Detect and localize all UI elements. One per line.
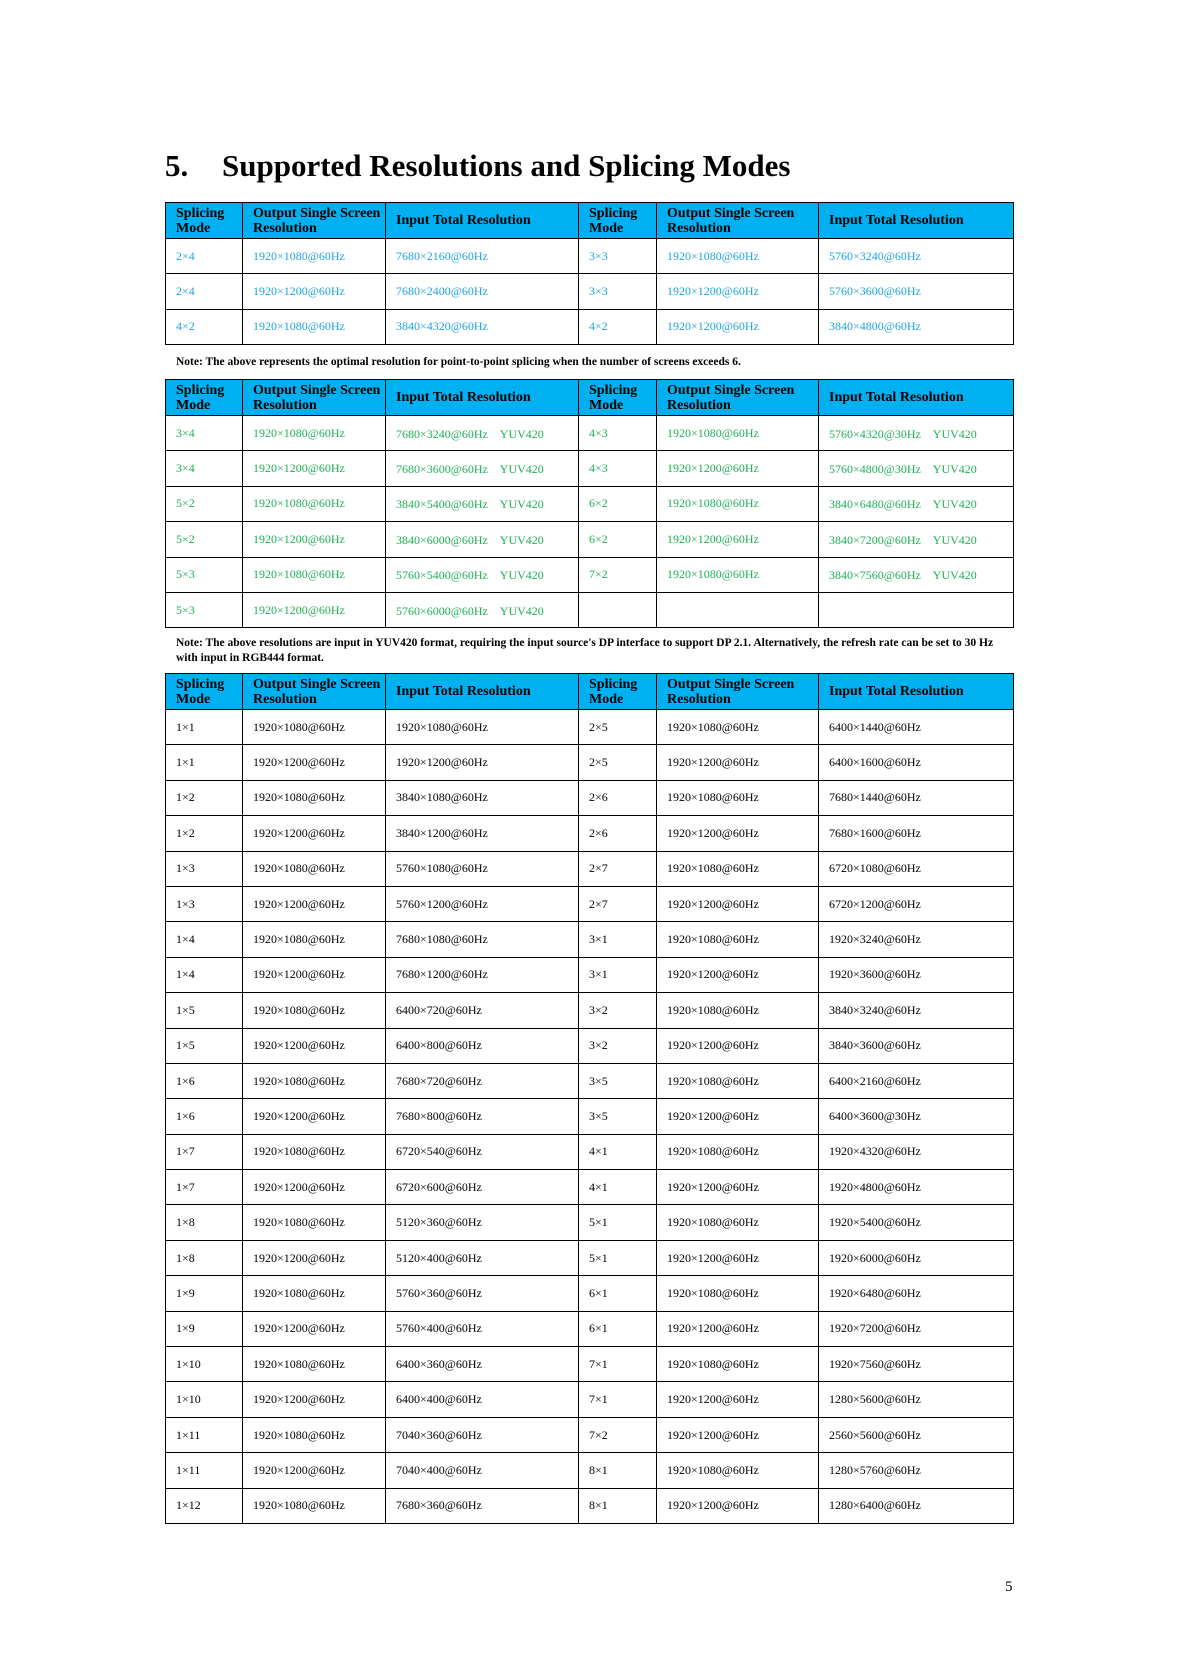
output-resolution-cell: 1920×1080@60Hz [657, 710, 819, 745]
output-resolution-cell: 1920×1080@60Hz [243, 1276, 386, 1311]
input-total-resolution-cell: 5760×1200@60Hz [386, 886, 579, 921]
input-total-resolution-cell: 3840×4800@60Hz [819, 309, 1014, 344]
table-row [166, 557, 1014, 592]
input-total-resolution-cell: 7040×360@60Hz [386, 1417, 579, 1452]
splicing-mode-cell: 6×1 [579, 1311, 657, 1346]
table-row [166, 239, 1014, 274]
output-resolution-cell: 1920×1080@60Hz [243, 1488, 386, 1523]
splicing-mode-cell: 6×1 [579, 1276, 657, 1311]
output-resolution-cell: 1920×1200@60Hz [657, 309, 819, 344]
table-row [166, 922, 1014, 957]
splicing-mode-cell: 1×9 [166, 1276, 243, 1311]
col-header-input-total-resolution: Input Total Resolution [386, 674, 579, 710]
input-total-resolution-cell: 6400×400@60Hz [386, 1382, 579, 1417]
output-resolution-cell: 1920×1080@60Hz [657, 1134, 819, 1169]
output-resolution-cell: 1920×1200@60Hz [657, 1488, 819, 1523]
splicing-mode-cell: 3×2 [579, 993, 657, 1028]
splicing-mode-cell: 1×9 [166, 1311, 243, 1346]
input-total-resolution-cell: 3840×1080@60Hz [386, 780, 579, 815]
page-title [165, 146, 790, 186]
input-total-resolution-cell: 6400×1600@60Hz [819, 745, 1014, 780]
input-total-resolution-cell: 5760×3240@60Hz [819, 239, 1014, 274]
output-resolution-cell: 1920×1200@60Hz [243, 745, 386, 780]
table-row [166, 592, 1014, 627]
table-row [166, 486, 1014, 521]
col-header-output-single-screen-resolution: Output Single Screen Resolution [657, 380, 819, 416]
splicing-mode-cell: 2×6 [579, 780, 657, 815]
splicing-mode-cell: 3×1 [579, 957, 657, 992]
col-header-output-single-screen-resolution: Output Single Screen Resolution [657, 674, 819, 710]
splicing-mode-cell: 2×7 [579, 886, 657, 921]
splicing-mode-cell [579, 592, 657, 627]
splicing-mode-cell: 1×12 [166, 1488, 243, 1523]
input-total-resolution-cell: 5760×4320@30Hz YUV420 [819, 416, 1014, 451]
input-total-resolution-cell: 6720×600@60Hz [386, 1170, 579, 1205]
splicing-mode-cell: 1×6 [166, 1099, 243, 1134]
splicing-mode-cell: 1×4 [166, 957, 243, 992]
splicing-mode-cell: 3×2 [579, 1028, 657, 1063]
col-header-splicing-mode: Splicing Mode [579, 380, 657, 416]
splicing-mode-cell: 7×2 [579, 557, 657, 592]
splicing-mode-cell: 4×2 [579, 309, 657, 344]
input-total-resolution-cell [819, 592, 1014, 627]
splicing-mode-cell: 2×7 [579, 851, 657, 886]
splicing-mode-cell: 7×1 [579, 1382, 657, 1417]
output-resolution-cell: 1920×1200@60Hz [657, 1240, 819, 1275]
splicing-mode-cell: 1×5 [166, 993, 243, 1028]
output-resolution-cell: 1920×1080@60Hz [243, 710, 386, 745]
section-title: Supported Resolutions and Splicing Modes [222, 148, 791, 183]
input-total-resolution-cell: 6720×540@60Hz [386, 1134, 579, 1169]
splicing-mode-cell: 3×3 [579, 239, 657, 274]
input-total-resolution-cell: 1280×5600@60Hz [819, 1382, 1014, 1417]
input-total-resolution-cell: 7680×2400@60Hz [386, 274, 579, 309]
input-total-resolution-cell: 3840×6480@60Hz YUV420 [819, 486, 1014, 521]
note-yuv420-format: Note: The above resolutions are input in YUV420 format, requiring the input source's DP interface to support DP 2.1. Alternatively, the refresh rate can be set to 30 Hz with input in RGB444 format. [176, 637, 994, 664]
input-total-resolution-cell: 1280×6400@60Hz [819, 1488, 1014, 1523]
splicing-mode-cell: 2×6 [579, 816, 657, 851]
input-total-resolution-cell: 1920×7560@60Hz [819, 1347, 1014, 1382]
splicing-mode-cell: 6×2 [579, 486, 657, 521]
table-row [166, 416, 1014, 451]
splicing-mode-cell: 2×5 [579, 710, 657, 745]
output-resolution-cell: 1920×1200@60Hz [657, 451, 819, 486]
splicing-mode-cell: 8×1 [579, 1488, 657, 1523]
output-resolution-cell: 1920×1200@60Hz [243, 1311, 386, 1346]
input-total-resolution-cell: 6400×1440@60Hz [819, 710, 1014, 745]
output-resolution-cell: 1920×1080@60Hz [657, 993, 819, 1028]
input-total-resolution-cell: 7680×1080@60Hz [386, 922, 579, 957]
output-resolution-cell: 1920×1080@60Hz [657, 557, 819, 592]
output-resolution-cell: 1920×1080@60Hz [657, 1276, 819, 1311]
output-resolution-cell: 1920×1200@60Hz [243, 1170, 386, 1205]
output-resolution-cell: 1920×1200@60Hz [243, 592, 386, 627]
splicing-mode-cell: 3×1 [579, 922, 657, 957]
input-total-resolution-cell: 7680×3240@60Hz YUV420 [386, 416, 579, 451]
output-resolution-cell: 1920×1080@60Hz [243, 1205, 386, 1240]
output-resolution-cell: 1920×1080@60Hz [657, 1347, 819, 1382]
splicing-mode-cell: 2×4 [166, 239, 243, 274]
input-total-resolution-cell: 1920×6000@60Hz [819, 1240, 1014, 1275]
splicing-mode-cell: 5×1 [579, 1205, 657, 1240]
splicing-mode-cell: 4×1 [579, 1170, 657, 1205]
input-total-resolution-cell: 5120×360@60Hz [386, 1205, 579, 1240]
output-resolution-cell: 1920×1200@60Hz [243, 1453, 386, 1488]
output-resolution-cell: 1920×1200@60Hz [657, 1311, 819, 1346]
splicing-mode-cell: 1×7 [166, 1134, 243, 1169]
standard-resolution-table [165, 673, 1014, 1524]
col-header-splicing-mode: Splicing Mode [579, 203, 657, 239]
input-total-resolution-cell: 3840×3240@60Hz [819, 993, 1014, 1028]
output-resolution-cell: 1920×1200@60Hz [243, 451, 386, 486]
table-row [166, 522, 1014, 557]
input-total-resolution-cell: 1920×3600@60Hz [819, 957, 1014, 992]
input-total-resolution-cell: 1280×5760@60Hz [819, 1453, 1014, 1488]
output-resolution-cell: 1920×1200@60Hz [657, 522, 819, 557]
col-header-input-total-resolution: Input Total Resolution [819, 674, 1014, 710]
col-header-splicing-mode: Splicing Mode [166, 203, 243, 239]
output-resolution-cell: 1920×1200@60Hz [243, 1382, 386, 1417]
input-total-resolution-cell: 5760×6000@60Hz YUV420 [386, 592, 579, 627]
output-resolution-cell: 1920×1080@60Hz [243, 922, 386, 957]
output-resolution-cell: 1920×1080@60Hz [657, 1453, 819, 1488]
input-total-resolution-cell: 5760×3600@60Hz [819, 274, 1014, 309]
output-resolution-cell: 1920×1080@60Hz [243, 1347, 386, 1382]
table-row [166, 1347, 1014, 1382]
output-resolution-cell: 1920×1080@60Hz [657, 416, 819, 451]
col-header-input-total-resolution: Input Total Resolution [386, 380, 579, 416]
table-row [166, 1382, 1014, 1417]
output-resolution-cell: 1920×1080@60Hz [243, 557, 386, 592]
table-row [166, 1453, 1014, 1488]
output-resolution-cell: 1920×1200@60Hz [243, 1240, 386, 1275]
input-total-resolution-cell: 3840×1200@60Hz [386, 816, 579, 851]
input-total-resolution-cell: 2560×5600@60Hz [819, 1417, 1014, 1452]
splicing-mode-cell: 3×4 [166, 451, 243, 486]
output-resolution-cell: 1920×1080@60Hz [243, 993, 386, 1028]
input-total-resolution-cell: 5120×400@60Hz [386, 1240, 579, 1275]
table-row [166, 851, 1014, 886]
splicing-mode-cell: 1×3 [166, 886, 243, 921]
col-header-splicing-mode: Splicing Mode [166, 380, 243, 416]
output-resolution-cell: 1920×1080@60Hz [657, 922, 819, 957]
output-resolution-cell: 1920×1080@60Hz [657, 1063, 819, 1098]
output-resolution-cell: 1920×1200@60Hz [243, 886, 386, 921]
col-header-input-total-resolution: Input Total Resolution [386, 203, 579, 239]
splicing-mode-cell: 1×6 [166, 1063, 243, 1098]
splicing-mode-cell: 5×1 [579, 1240, 657, 1275]
input-total-resolution-cell: 7680×1440@60Hz [819, 780, 1014, 815]
table-row [166, 886, 1014, 921]
output-resolution-cell [657, 592, 819, 627]
page-number: 5 [1005, 1579, 1013, 1595]
table-row [166, 957, 1014, 992]
output-resolution-cell: 1920×1200@60Hz [657, 957, 819, 992]
input-total-resolution-cell: 7680×3600@60Hz YUV420 [386, 451, 579, 486]
table-row [166, 1276, 1014, 1311]
output-resolution-cell: 1920×1200@60Hz [657, 886, 819, 921]
splicing-mode-cell: 1×2 [166, 816, 243, 851]
output-resolution-cell: 1920×1200@60Hz [657, 1382, 819, 1417]
splicing-mode-cell: 3×4 [166, 416, 243, 451]
optimal-resolution-table [165, 202, 1014, 345]
table-row [166, 1063, 1014, 1098]
output-resolution-cell: 1920×1080@60Hz [657, 239, 819, 274]
input-total-resolution-cell: 1920×1080@60Hz [386, 710, 579, 745]
splicing-mode-cell: 1×3 [166, 851, 243, 886]
input-total-resolution-cell: 1920×1200@60Hz [386, 745, 579, 780]
table-row [166, 1028, 1014, 1063]
output-resolution-cell: 1920×1200@60Hz [657, 1099, 819, 1134]
output-resolution-cell: 1920×1080@60Hz [657, 780, 819, 815]
table-row [166, 1240, 1014, 1275]
input-total-resolution-cell: 3840×7560@60Hz YUV420 [819, 557, 1014, 592]
splicing-mode-cell: 7×2 [579, 1417, 657, 1452]
output-resolution-cell: 1920×1080@60Hz [243, 1134, 386, 1169]
input-total-resolution-cell: 1920×6480@60Hz [819, 1276, 1014, 1311]
output-resolution-cell: 1920×1080@60Hz [243, 416, 386, 451]
col-header-input-total-resolution: Input Total Resolution [819, 203, 1014, 239]
splicing-mode-cell: 5×2 [166, 486, 243, 521]
table-row [166, 1134, 1014, 1169]
table-row [166, 309, 1014, 344]
input-total-resolution-cell: 7680×800@60Hz [386, 1099, 579, 1134]
splicing-mode-cell: 5×2 [166, 522, 243, 557]
splicing-mode-cell: 1×7 [166, 1170, 243, 1205]
col-header-output-single-screen-resolution: Output Single Screen Resolution [243, 203, 386, 239]
output-resolution-cell: 1920×1200@60Hz [657, 816, 819, 851]
table-row [166, 1099, 1014, 1134]
input-total-resolution-cell: 7680×720@60Hz [386, 1063, 579, 1098]
input-total-resolution-cell: 7680×360@60Hz [386, 1488, 579, 1523]
splicing-mode-cell: 4×3 [579, 416, 657, 451]
input-total-resolution-cell: 6400×720@60Hz [386, 993, 579, 1028]
output-resolution-cell: 1920×1080@60Hz [243, 1417, 386, 1452]
input-total-resolution-cell: 3840×6000@60Hz YUV420 [386, 522, 579, 557]
input-total-resolution-cell: 6400×800@60Hz [386, 1028, 579, 1063]
table-row [166, 745, 1014, 780]
table-row [166, 1205, 1014, 1240]
output-resolution-cell: 1920×1200@60Hz [243, 1028, 386, 1063]
output-resolution-cell: 1920×1200@60Hz [243, 816, 386, 851]
splicing-mode-cell: 5×3 [166, 557, 243, 592]
input-total-resolution-cell: 6720×1080@60Hz [819, 851, 1014, 886]
input-total-resolution-cell: 6400×2160@60Hz [819, 1063, 1014, 1098]
input-total-resolution-cell: 3840×7200@60Hz YUV420 [819, 522, 1014, 557]
splicing-mode-cell: 1×11 [166, 1417, 243, 1452]
input-total-resolution-cell: 5760×5400@60Hz YUV420 [386, 557, 579, 592]
splicing-mode-cell: 1×4 [166, 922, 243, 957]
output-resolution-cell: 1920×1200@60Hz [243, 522, 386, 557]
output-resolution-cell: 1920×1200@60Hz [657, 274, 819, 309]
output-resolution-cell: 1920×1080@60Hz [243, 780, 386, 815]
output-resolution-cell: 1920×1080@60Hz [657, 851, 819, 886]
input-total-resolution-cell: 6400×360@60Hz [386, 1347, 579, 1382]
output-resolution-cell: 1920×1080@60Hz [243, 309, 386, 344]
splicing-mode-cell: 2×4 [166, 274, 243, 309]
splicing-mode-cell: 3×5 [579, 1099, 657, 1134]
col-header-splicing-mode: Splicing Mode [579, 674, 657, 710]
splicing-mode-cell: 2×5 [579, 745, 657, 780]
output-resolution-cell: 1920×1200@60Hz [243, 1099, 386, 1134]
splicing-mode-cell: 1×8 [166, 1240, 243, 1275]
table-row [166, 1311, 1014, 1346]
splicing-mode-cell: 1×11 [166, 1453, 243, 1488]
input-total-resolution-cell: 7040×400@60Hz [386, 1453, 579, 1488]
section-number: 5. [165, 148, 189, 183]
input-total-resolution-cell: 7680×2160@60Hz [386, 239, 579, 274]
col-header-output-single-screen-resolution: Output Single Screen Resolution [243, 674, 386, 710]
splicing-mode-cell: 4×3 [579, 451, 657, 486]
input-total-resolution-cell: 3840×4320@60Hz [386, 309, 579, 344]
table-row [166, 710, 1014, 745]
input-total-resolution-cell: 1920×3240@60Hz [819, 922, 1014, 957]
splicing-mode-cell: 7×1 [579, 1347, 657, 1382]
input-total-resolution-cell: 1920×4800@60Hz [819, 1170, 1014, 1205]
splicing-mode-cell: 3×3 [579, 274, 657, 309]
splicing-mode-cell: 1×5 [166, 1028, 243, 1063]
output-resolution-cell: 1920×1080@60Hz [243, 239, 386, 274]
table-row [166, 780, 1014, 815]
col-header-output-single-screen-resolution: Output Single Screen Resolution [243, 380, 386, 416]
splicing-mode-cell: 1×8 [166, 1205, 243, 1240]
table-row [166, 451, 1014, 486]
splicing-mode-cell: 5×3 [166, 592, 243, 627]
input-total-resolution-cell: 5760×400@60Hz [386, 1311, 579, 1346]
splicing-mode-cell: 4×1 [579, 1134, 657, 1169]
output-resolution-cell: 1920×1080@60Hz [243, 851, 386, 886]
output-resolution-cell: 1920×1080@60Hz [243, 1063, 386, 1098]
col-header-input-total-resolution: Input Total Resolution [819, 380, 1014, 416]
table-row [166, 1417, 1014, 1452]
input-total-resolution-cell: 3840×3600@60Hz [819, 1028, 1014, 1063]
table-row [166, 1488, 1014, 1523]
table-row [166, 816, 1014, 851]
splicing-mode-cell: 1×2 [166, 780, 243, 815]
input-total-resolution-cell: 1920×5400@60Hz [819, 1205, 1014, 1240]
splicing-mode-cell: 1×1 [166, 745, 243, 780]
table-row [166, 1170, 1014, 1205]
output-resolution-cell: 1920×1080@60Hz [657, 1205, 819, 1240]
input-total-resolution-cell: 5760×360@60Hz [386, 1276, 579, 1311]
splicing-mode-cell: 8×1 [579, 1453, 657, 1488]
input-total-resolution-cell: 5760×1080@60Hz [386, 851, 579, 886]
input-total-resolution-cell: 7680×1200@60Hz [386, 957, 579, 992]
yuv420-resolution-table [165, 379, 1014, 628]
input-total-resolution-cell: 5760×4800@30Hz YUV420 [819, 451, 1014, 486]
splicing-mode-cell: 1×10 [166, 1382, 243, 1417]
table-row [166, 993, 1014, 1028]
output-resolution-cell: 1920×1200@60Hz [657, 745, 819, 780]
splicing-mode-cell: 1×10 [166, 1347, 243, 1382]
input-total-resolution-cell: 6400×3600@30Hz [819, 1099, 1014, 1134]
splicing-mode-cell: 6×2 [579, 522, 657, 557]
col-header-output-single-screen-resolution: Output Single Screen Resolution [657, 203, 819, 239]
splicing-mode-cell: 1×1 [166, 710, 243, 745]
output-resolution-cell: 1920×1080@60Hz [657, 486, 819, 521]
output-resolution-cell: 1920×1080@60Hz [243, 486, 386, 521]
input-total-resolution-cell: 6720×1200@60Hz [819, 886, 1014, 921]
input-total-resolution-cell: 7680×1600@60Hz [819, 816, 1014, 851]
note-optimal-resolution: Note: The above represents the optimal resolution for point-to-point splicing when the number of screens exceeds 6. [176, 356, 741, 368]
input-total-resolution-cell: 1920×4320@60Hz [819, 1134, 1014, 1169]
table-row [166, 274, 1014, 309]
col-header-splicing-mode: Splicing Mode [166, 674, 243, 710]
output-resolution-cell: 1920×1200@60Hz [657, 1170, 819, 1205]
output-resolution-cell: 1920×1200@60Hz [243, 957, 386, 992]
output-resolution-cell: 1920×1200@60Hz [243, 274, 386, 309]
input-total-resolution-cell: 3840×5400@60Hz YUV420 [386, 486, 579, 521]
splicing-mode-cell: 3×5 [579, 1063, 657, 1098]
output-resolution-cell: 1920×1200@60Hz [657, 1028, 819, 1063]
input-total-resolution-cell: 1920×7200@60Hz [819, 1311, 1014, 1346]
splicing-mode-cell: 4×2 [166, 309, 243, 344]
output-resolution-cell: 1920×1200@60Hz [657, 1417, 819, 1452]
